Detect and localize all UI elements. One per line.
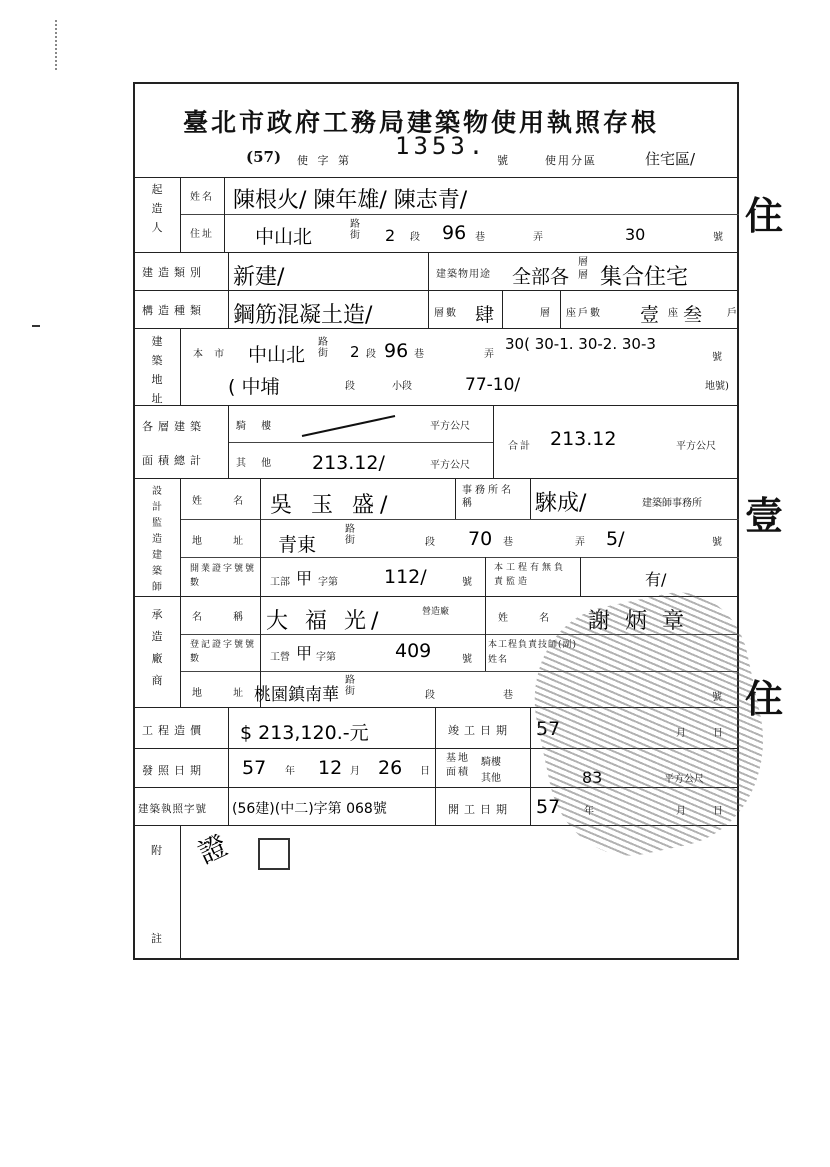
arcade-dash-mark <box>300 412 400 440</box>
issue-date-label: 發照日期 <box>142 764 206 777</box>
building-use-value2: 集合住宅 <box>600 265 689 290</box>
area-label-line2: 面積總計 <box>142 454 206 467</box>
other-area-label: 其 他 <box>236 458 278 469</box>
site-area-sub2: 其他 <box>481 773 501 784</box>
structure-value: 鋼筋混凝土造/ <box>233 303 373 328</box>
designer-office-suffix: 建築師事務所 <box>642 498 702 509</box>
arcade-label: 騎 樓 <box>236 421 278 432</box>
site-lot-label: 地號) <box>705 381 729 392</box>
contractor-reg-label: 登記證字號號數 <box>190 640 257 664</box>
area-label-line1: 各層建築 <box>142 420 206 433</box>
sub-divider <box>180 214 739 215</box>
designer-no: 5/ <box>606 528 625 550</box>
start-month-label: 月 <box>676 806 686 817</box>
contractor-reg-value: 409 <box>395 640 432 662</box>
builder-section-label: 段 <box>410 232 420 243</box>
designer-license-suffix: 號 <box>462 577 472 588</box>
designer-lane: 70 <box>468 528 493 550</box>
construction-type-value: 新建/ <box>233 265 285 290</box>
units-value: 壹 <box>640 304 660 326</box>
col-divider <box>180 478 181 707</box>
divider <box>133 405 739 406</box>
col-divider <box>530 707 531 825</box>
site-area-sub1: 騎樓 <box>481 757 501 768</box>
builder-name-label: 姓名 <box>190 192 214 203</box>
notes-label-bottom: 註 <box>151 932 162 945</box>
license-number: 1353. <box>395 132 488 160</box>
site-lot: 77-10/ <box>465 375 521 395</box>
notes-seal <box>258 838 290 870</box>
issue-month: 12 <box>318 757 343 779</box>
completion-year: 57 <box>536 718 561 740</box>
floors-unit: 層 <box>540 308 550 319</box>
bleed-char-1: 住 <box>745 194 784 238</box>
construction-type-label: 建造類別 <box>142 266 206 279</box>
floors-value: 肆 <box>475 304 495 326</box>
col-divider <box>180 328 181 405</box>
col-divider <box>180 177 181 252</box>
scan-speck <box>55 20 60 70</box>
designer-alley-label: 弄 <box>575 537 585 548</box>
total-area-unit: 平方公尺 <box>676 441 716 452</box>
builder-alley-label: 弄 <box>533 232 543 243</box>
site-no-label: 號 <box>712 352 722 363</box>
designer-license-grade: 甲 <box>296 569 313 588</box>
contractor-reg-suffix: 號 <box>462 654 472 665</box>
builder-lane: 96 <box>442 222 467 244</box>
site-lane-label: 巷 <box>414 349 424 360</box>
units-unit: 戶 <box>727 308 737 319</box>
zone-label: 使用分區 <box>545 154 597 167</box>
builder-no-label: 號 <box>713 232 723 243</box>
total-area-value: 213.12 <box>550 428 617 450</box>
arcade-unit: 平方公尺 <box>430 421 470 432</box>
contractor-person-value: 謝 炳 章 <box>588 609 688 634</box>
site-area-label: 基地面積 <box>446 753 470 778</box>
designer-license-prefix: 工部 <box>270 577 290 588</box>
builder-road-num: 2 <box>385 226 396 245</box>
builder-house-no: 30 <box>625 225 646 244</box>
start-year: 57 <box>536 796 561 818</box>
designer-office-value: 騋成/ <box>535 491 587 516</box>
divider <box>133 252 739 253</box>
structure-label: 構造種類 <box>142 304 206 317</box>
other-area-unit: 平方公尺 <box>430 460 470 471</box>
builder-road-label: 路街 <box>350 219 360 241</box>
contractor-road-label: 路街 <box>345 675 355 697</box>
divider <box>133 328 739 329</box>
designer-road: 青東 <box>278 534 317 556</box>
units-value2: 叁 <box>683 304 703 326</box>
permit-value: (56建)(中二)字第 068號 <box>232 801 387 817</box>
col-divider <box>530 478 531 519</box>
license-label: 使 字 第 <box>297 154 352 167</box>
year-prefix: (57) <box>246 148 282 166</box>
site-road-label: 路街 <box>318 337 328 359</box>
start-date-label: 開工日期 <box>448 803 512 816</box>
col-divider <box>228 252 229 328</box>
col-divider <box>260 478 261 707</box>
bleed-char-2: 壹 <box>745 494 784 538</box>
building-use-value: 全部各 <box>512 266 570 288</box>
completion-label: 竣工日期 <box>448 724 512 737</box>
site-group-label: 建築地址 <box>151 335 163 405</box>
document-title: 臺北市政府工務局建築物使用執照存根 <box>183 108 660 137</box>
contractor-reg-grade: 甲 <box>296 644 313 663</box>
col-divider <box>493 405 494 478</box>
contractor-type-label: 營造廠 <box>422 607 450 617</box>
bleed-char-3: 住 <box>745 677 784 721</box>
sub-divider <box>228 442 493 443</box>
designer-license-value: 112/ <box>384 566 427 588</box>
contractor-address-label: 地 址 <box>192 688 258 699</box>
site-road-num: 2 <box>350 343 360 361</box>
scan-speck <box>32 325 40 327</box>
site-prefix: 本 市 <box>193 349 229 360</box>
site-district-section: 段 <box>345 381 355 392</box>
building-use-label: 建築物用途 <box>436 269 491 280</box>
other-area-value: 213.12/ <box>312 452 385 474</box>
col-divider <box>180 825 181 960</box>
zone-value: 住宅區/ <box>645 150 696 168</box>
col-divider <box>228 405 229 478</box>
contractor-name-value: 大 福 光/ <box>266 609 384 634</box>
notes-stamp-text: 證 <box>192 828 233 871</box>
designer-name-value: 吳 玉 盛/ <box>270 493 394 518</box>
col-divider <box>428 290 429 328</box>
units-mid: 座 <box>668 308 678 319</box>
contractor-name-label: 名 稱 <box>192 612 258 623</box>
site-alley-label: 弄 <box>484 349 494 360</box>
designer-address-label: 地 址 <box>192 536 258 547</box>
notes-label-top: 附 <box>151 844 162 857</box>
units-label: 座戶數 <box>566 308 602 319</box>
cost-label: 工程造價 <box>142 724 206 737</box>
builder-lane-label: 巷 <box>475 232 485 243</box>
col-divider <box>228 707 229 825</box>
designer-no-label: 號 <box>712 537 722 548</box>
col-divider <box>455 478 456 519</box>
contractor-reg-mid: 字第 <box>316 652 336 663</box>
sub-divider <box>180 557 739 558</box>
issue-day-label: 日 <box>420 766 430 777</box>
builder-name-value: 陳根火/ 陳年雄/ 陳志青/ <box>233 188 468 213</box>
contractor-group-label: 承造廠商 <box>151 608 163 687</box>
site-section-label: 段 <box>366 349 376 360</box>
issue-year: 57 <box>242 757 267 779</box>
col-divider <box>435 707 436 825</box>
col-divider <box>502 290 503 328</box>
site-road: 中山北 <box>248 344 306 366</box>
number-suffix: 號 <box>497 154 508 167</box>
designer-responsible-label: 本工程有無負責監造 <box>494 563 567 587</box>
site-area-value: 83 <box>582 768 603 787</box>
designer-license-label: 開業證字號號數 <box>190 564 257 588</box>
designer-group-label: 設計監造建築師 <box>152 486 162 593</box>
cost-value: $ 213,120.-元 <box>240 722 369 744</box>
builder-group-label: 起造人 <box>151 183 163 234</box>
sub-divider <box>180 519 739 520</box>
site-numbers: 30( 30-1. 30-2. 30-3 <box>505 335 656 353</box>
designer-office-label: 事務所名 稱 <box>462 485 514 509</box>
site-district: ( 中埔 <box>228 376 280 398</box>
site-area-unit: 平方公尺 <box>664 774 704 785</box>
col-divider <box>224 177 225 252</box>
contractor-reg-prefix: 工營 <box>270 652 290 663</box>
designer-lane-label: 巷 <box>503 537 513 548</box>
col-divider <box>485 596 486 671</box>
site-subsection-label: 小段 <box>392 381 412 392</box>
floors-label: 層數 <box>434 308 458 319</box>
contractor-no-label: 號 <box>712 692 722 703</box>
building-use-floor-label: 層層 <box>578 257 588 281</box>
col-divider <box>428 252 429 290</box>
contractor-lane-label: 巷 <box>503 690 513 701</box>
designer-responsible-value: 有/ <box>645 570 667 589</box>
issue-year-label: 年 <box>285 766 295 777</box>
contractor-road: 桃園鎮南華 <box>254 685 339 705</box>
start-year-label: 年 <box>584 806 594 817</box>
designer-section-label: 段 <box>425 537 435 548</box>
designer-license-mid: 字第 <box>318 577 338 588</box>
designer-road-label: 路街 <box>345 524 355 546</box>
permit-label: 建築執照字號 <box>138 803 207 815</box>
site-lane: 96 <box>384 340 409 362</box>
contractor-person-label: 姓 名 <box>498 613 564 624</box>
issue-day: 26 <box>378 757 403 779</box>
completion-day-label: 日 <box>713 728 723 739</box>
col-divider <box>580 557 581 596</box>
col-divider <box>485 557 486 596</box>
builder-road: 中山北 <box>255 226 313 248</box>
issue-month-label: 月 <box>350 766 360 777</box>
contractor-section-label: 段 <box>425 690 435 701</box>
contractor-tech-label: 本工程負責技師(副)姓名 <box>488 640 578 665</box>
total-area-label: 合計 <box>508 441 532 452</box>
start-day-label: 日 <box>713 806 723 817</box>
designer-name-label: 姓 名 <box>192 496 258 507</box>
completion-month-label: 月 <box>676 728 686 739</box>
builder-address-label: 住址 <box>190 229 214 240</box>
col-divider <box>560 290 561 328</box>
divider <box>133 478 739 479</box>
